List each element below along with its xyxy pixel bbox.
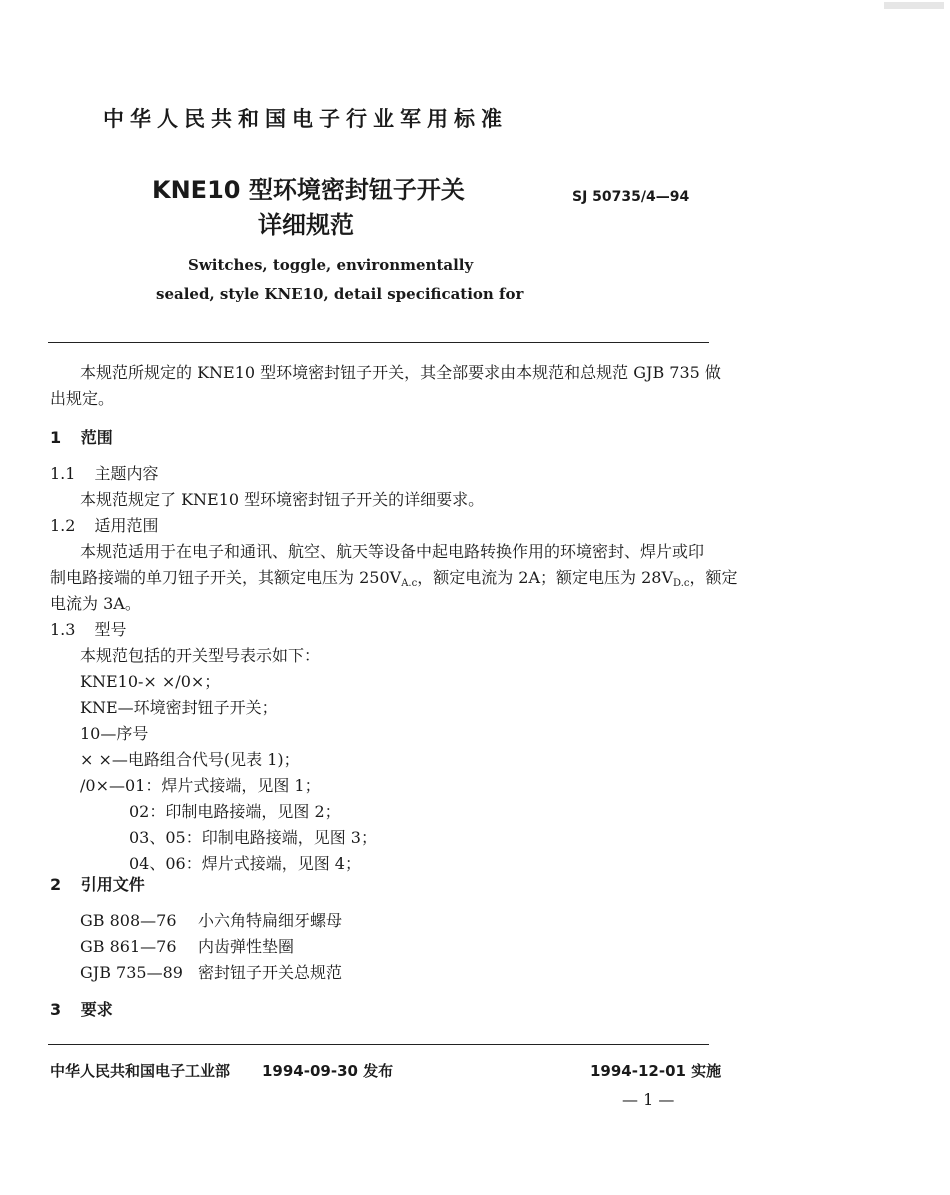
text-run: 制电路接端的单刀钮子开关，其额定电压为 250V <box>50 568 402 587</box>
effective-date: 1994-12-01 实施 <box>590 1062 722 1080</box>
reference-title: 小六角特扁细牙螺母 <box>198 911 343 930</box>
subsection-1-2-heading <box>50 513 159 539</box>
issuer: 中华人民共和国电子工业部 <box>50 1062 231 1080</box>
footer-divider <box>48 1044 709 1045</box>
model-line: /0×—01：焊片式接端，见图 1； <box>80 776 321 795</box>
subsection-1-2-line2 <box>50 565 738 597</box>
model-line: × ×—电路组合代号(见表 1)； <box>80 750 300 769</box>
subsection-title: 型号 <box>94 620 127 639</box>
reference-code: GB 808—76 <box>80 911 177 930</box>
title-en-line2: sealed, style KNE10, detail specification for <box>156 285 524 303</box>
release-date: 1994-09-30 发布 <box>262 1062 394 1080</box>
subsection-1-1-heading <box>50 461 159 487</box>
model-line: 10—序号 <box>80 724 149 743</box>
reference-title: 内齿弹性垫圈 <box>198 937 295 956</box>
section-1-heading <box>50 425 113 451</box>
section-title: 要求 <box>80 1000 113 1019</box>
subscript-dc: D.c <box>673 578 690 589</box>
section-3-heading <box>50 997 113 1023</box>
title-cn-line2: 详细规范 <box>258 211 354 239</box>
section-number: 2 <box>50 875 62 894</box>
section-number: 1 <box>50 428 62 447</box>
subsection-number: 1.1 <box>50 464 76 483</box>
model-line-indented: 04、06：焊片式接端，见图 4； <box>129 854 361 873</box>
reference-code: GB 861—76 <box>80 937 177 956</box>
model-line: KNE—环境密封钮子开关； <box>80 698 278 717</box>
reference-row <box>80 960 342 986</box>
publisher-heading: 中华人民共和国电子行业军用标准 <box>103 107 508 131</box>
subsection-title: 主题内容 <box>94 464 159 483</box>
standard-number: SJ 50735/4—94 <box>572 189 690 205</box>
text-run: ，额定电流为 2A；额定电压为 28V <box>417 568 674 587</box>
subsection-1-2-line3: 电流为 3A。 <box>50 594 141 613</box>
model-line: 本规范包括的开关型号表示如下： <box>80 646 321 665</box>
title-cn-line1: KNE10 型环境密封钮子开关 <box>152 176 465 204</box>
subsection-1-2-line1: 本规范适用于在电子和通讯、航空、航天等设备中起电路转换作用的环境密封、焊片或印 <box>80 542 705 561</box>
text-run: ，额定 <box>689 568 738 587</box>
scan-watermark <box>884 2 944 9</box>
subsection-number: 1.3 <box>50 620 76 639</box>
subsection-number: 1.2 <box>50 516 76 535</box>
subscript-ac: A.c <box>401 578 418 589</box>
section-2-heading <box>50 872 145 898</box>
intro-line2: 出规定。 <box>50 389 115 408</box>
section-title: 引用文件 <box>80 875 145 894</box>
section-number: 3 <box>50 1000 62 1019</box>
header-divider <box>48 342 709 343</box>
subsection-title: 适用范围 <box>94 516 159 535</box>
title-en-line1: Switches, toggle, environmentally <box>188 256 474 274</box>
reference-title: 密封钮子开关总规范 <box>198 963 343 982</box>
model-line-indented: 02：印制电路接端，见图 2； <box>129 802 341 821</box>
reference-row <box>80 908 342 934</box>
subsection-1-1-text: 本规范规定了 KNE10 型环境密封钮子开关的详细要求。 <box>80 490 485 509</box>
section-title: 范围 <box>80 428 113 447</box>
reference-code: GJB 735—89 <box>80 963 183 982</box>
model-line-indented: 03、05：印制电路接端，见图 3； <box>129 828 377 847</box>
reference-row <box>80 934 294 960</box>
intro-line1: 本规范所规定的 KNE10 型环境密封钮子开关，其全部要求由本规范和总规范 GJB 735 做 <box>80 363 721 382</box>
subsection-1-3-heading <box>50 617 127 643</box>
page-number: — 1 — <box>622 1090 675 1109</box>
model-line: KNE10-× ×/0×； <box>80 672 221 691</box>
